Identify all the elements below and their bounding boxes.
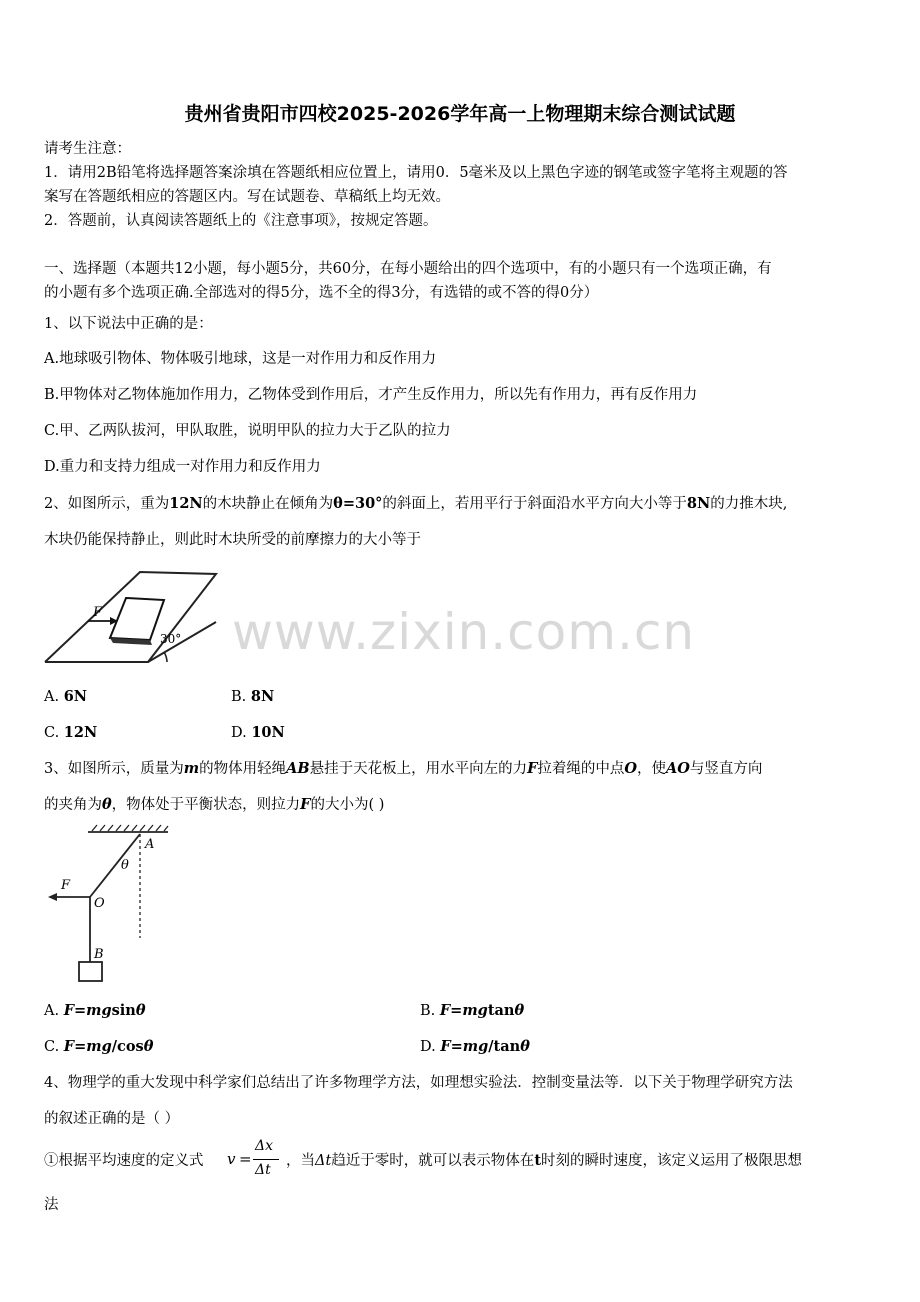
q2-option-d: D. 10N [231,724,285,741]
q3-option-c: C. F=mg/cosθ [44,1038,154,1055]
section-heading-line1: 一、选择题（本题共12小题，每小题5分，共60分，在每小题给出的四个选项中，有的小题只有一个选项正确，有 [44,261,772,277]
notice-line-1a: 1．请用2B铅笔将选择题答案涂填在答题纸相应位置上，请用0．5毫米及以上黑色字迹的钢笔或签字笔将主观题的答 [44,165,788,181]
notice-line-2: 2．答题前，认真阅读答题纸上的《注意事项》，按规定答题。 [44,213,438,229]
q1-option-a: A.地球吸引物体、物体吸引地球，这是一对作用力和反作用力 [44,351,437,367]
q2-incline-figure [40,566,225,666]
q3-fig-b-label: B [94,947,104,962]
q3-fig-theta-label: θ [121,858,129,873]
q3-option-d: D. F=mg/tanθ [420,1038,530,1055]
q4-formula-v: v [227,1150,236,1168]
q3-option-b: B. F=mgtanθ [420,1002,525,1019]
q3-fig-f-label: F [61,878,71,893]
q4-formula-fraction-bar [253,1159,279,1160]
q3-option-a: A. F=mgsinθ [44,1002,146,1019]
q2-option-c: C. 12N [44,724,98,741]
notice-line-1b: 案写在答题纸相应的答题区内。写在试题卷、草稿纸上均无效。 [44,189,450,205]
q4-stem-line1: 4、物理学的重大发现中科学家们总结出了许多物理学方法，如理想实验法．控制变量法等．以下关于物理学研究方法 [44,1075,793,1091]
q1-option-c: C.甲、乙两队拔河，甲队取胜，说明甲队的拉力大于乙队的拉力 [44,423,451,439]
q4-item1-line2: 法 [44,1197,59,1213]
q3-stem-line1: 3、如图所示，质量为m的物体用轻绳AB悬挂于天花板上，用水平向左的力F拉着绳的中点O，使AO与竖直方向 [44,760,763,777]
q2-option-b: B. 8N [231,688,275,705]
section-heading-line2: 的小题有多个选项正确.全部选对的得5分，选不全的得3分，有选错的或不答的得0分） [44,285,599,301]
q2-fig-angle-label: 30° [160,632,182,646]
watermark: www.zixin.com.cn [232,603,696,661]
q2-stem-line2: 木块仍能保持静止，则此时木块所受的前摩擦力的大小等于 [44,532,421,548]
q3-hanging-mass-figure [44,822,174,984]
q3-stem-line2: 的夹角为θ，物体处于平衡状态，则拉力F的大小为( ) [44,796,385,813]
q4-item1-prefix: ①根据平均速度的定义式 [44,1153,204,1169]
notice-heading: 请考生注意： [44,141,131,157]
q4-formula-numerator: Δx [255,1138,274,1154]
q2-option-a: A. 6N [44,688,88,705]
q1-stem: 1、以下说法中正确的是： [44,316,213,332]
q2-fig-force-label: F [93,605,103,620]
page-title: 贵州省贵阳市四校2025-2026学年高一上物理期末综合测试试题 [184,103,736,125]
q1-option-b: B.甲物体对乙物体施加作用力，乙物体受到作用后，才产生反作用力，所以先有作用力，再有反作用力 [44,387,698,403]
q4-formula-equals: = [239,1150,252,1168]
q4-item1-text: ，当Δt趋近于零时，就可以表示物体在t时刻的瞬时速度，该定义运用了极限思想 [286,1152,803,1169]
q3-fig-o-label: O [94,896,105,911]
q4-formula-denominator: Δt [255,1162,271,1178]
q2-stem-line1: 2、如图所示，重为12N的木块静止在倾角为θ=30°的斜面上，若用平行于斜面沿水平方向大小等于8N的力推木块, [44,495,788,512]
q1-option-d: D.重力和支持力组成一对作用力和反作用力 [44,459,321,475]
q4-stem-line2: 的叙述正确的是（ ） [44,1111,180,1127]
q3-fig-a-label: A [145,837,155,852]
